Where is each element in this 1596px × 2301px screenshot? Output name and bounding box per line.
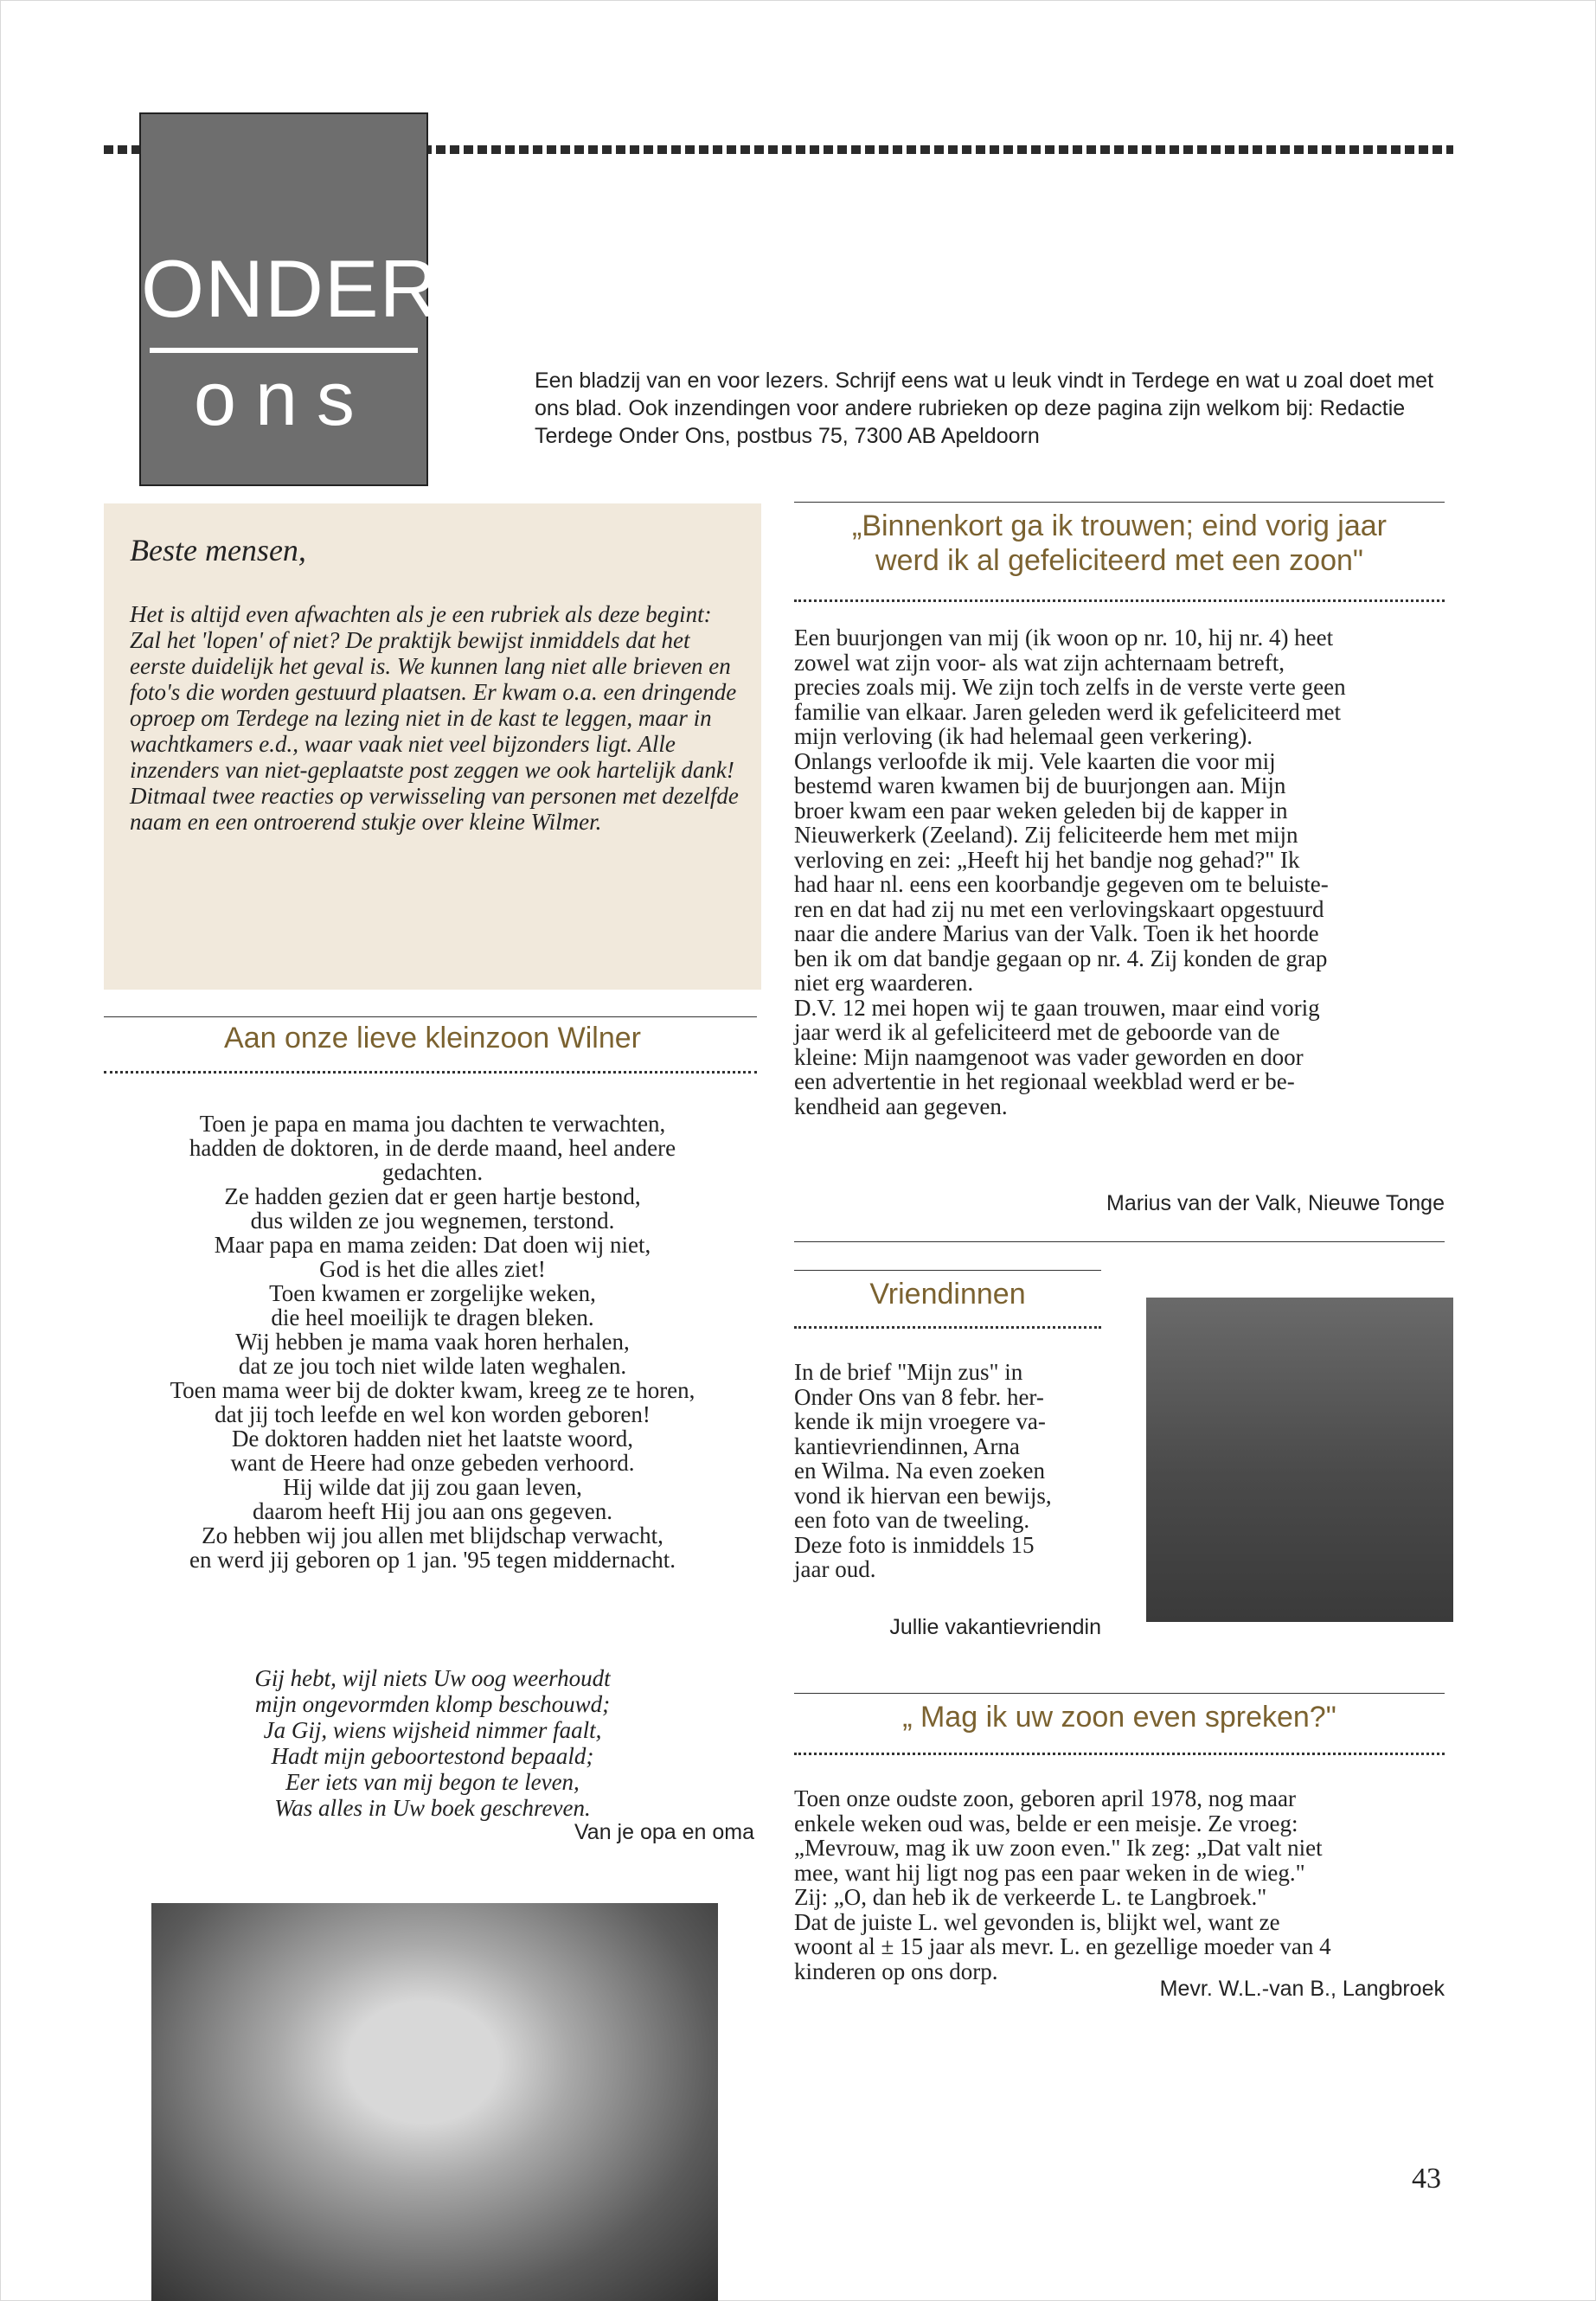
baby-photo [151,1903,718,2301]
article3-line: Zij: „O, dan heb ik de verkeerde L. te Langbroek." [794,1884,1267,1910]
poem-line: Toen mama weer bij de dokter kwam, kreeg ze te horen, [170,1377,695,1403]
article1-title [794,509,1445,578]
poem-title-rule [104,1016,757,1017]
article1-line: naar die andere Marius van der Valk. Toen ik het hoorde [794,920,1319,946]
psalm-line: Was alles in Uw boek geschreven. [274,1795,591,1821]
article2-title-dots [794,1326,1101,1329]
article1-line: D.V. 12 mei hopen wij te gaan trouwen, maar eind vorig [794,994,1320,1021]
article3-title-dots [794,1753,1445,1755]
article1-line: verloving en zei: „Heeft hij het bandje nog gehad?" Ik [794,846,1300,873]
article1-line: kendheid aan gegeven. [794,1093,1008,1119]
article1-signature: Marius van der Valk, Nieuwe Tonge [1106,1191,1445,1215]
article2-line: jaar oud. [794,1556,876,1582]
poem-line: Maar papa en mama zeiden: Dat doen wij niet, [214,1232,651,1258]
article3-line: enkele weken oud was, belde er een meisje. Ze vroeg: [794,1810,1298,1836]
article1-line: bestemd waren kwamen bij de buurjongen aan. Mijn [794,772,1286,798]
article1-line: familie van elkaar. Jaren geleden werd ik gefeliciteerd met [794,698,1341,725]
article2-title-rule-top [794,1241,1445,1242]
article2-line: In de brief "Mijn zus" in [794,1359,1023,1385]
article1-line: mijn verloving (ik had helemaal geen verkering). [794,723,1253,749]
psalm-line: Ja Gij, wiens wijsheid nimmer faalt, [263,1717,602,1743]
masthead-title-ons: ons [194,356,374,441]
article3-title-rule [794,1693,1445,1694]
psalm-line: Hadt mijn geboortestond bepaald; [271,1743,594,1769]
article2-title-rule [794,1270,1101,1271]
poem-lines [104,1112,761,1572]
article1-line: niet erg waarderen. [794,970,974,996]
poem-line: God is het die alles ziet! [319,1256,546,1282]
article1-title-rule [794,502,1445,503]
poem-line: en werd jij geboren op 1 jan. '95 tegen middernacht. [189,1547,676,1573]
letter-greeting: Beste mensen, [130,533,306,567]
poem-line: dus wilden ze jou wegnemen, terstond. [250,1208,615,1234]
article2-title: Vriendinnen [869,1278,1026,1311]
article1-line: een advertentie in het regionaal weekblad werd er be- [794,1068,1295,1094]
poem-line: want de Heere had onze gebeden verhoord. [230,1450,635,1476]
letter-paragraph: Ditmaal twee reacties op verwisseling van personen met dezelfde naam en een ontroerend stukje over kleine Wilmer. [130,783,739,835]
article2-body [794,1360,1140,1582]
article3-line: „Mevrouw, mag ik uw zoon even." Ik zeg: „Dat valt niet [794,1835,1323,1861]
poem-line: Toen je papa en mama jou dachten te verwachten, [199,1111,666,1137]
poem-line: die heel moeilijk te dragen bleken. [271,1304,594,1330]
letter-paragraph: Het is altijd even afwachten als je een rubriek als deze begint: Zal het 'lopen' of niet? De praktijk bewijst inmiddels dat het eerste duidelijk het geval is. We kunnen lang niet alle brieven en foto's die worden gestuurd plaatsen. Er kwam o.a. een dringende oproep om Terdege na lezing niet in de kast te leggen, maar in wachtkamers e.d., waar vaak niet veel bijzonders ligt. Alle inzenders van niet-geplaatste post zeggen we ook hartelijk dank! [130,601,737,783]
twins-photo [1146,1298,1453,1622]
article2-line: Onder Ons van 8 febr. her- [794,1383,1044,1410]
poem-title-dots [104,1071,757,1074]
article2-line: Deze foto is inmiddels 15 [794,1531,1035,1558]
psalm-line: Eer iets van mij begon te leven, [285,1769,580,1795]
article1-line: ren en dat had zij nu met een verlovingskaart opgestuurd [794,895,1324,922]
poem-line: dat ze jou toch niet wilde laten weghalen. [238,1353,627,1379]
article1-title-dots [794,599,1445,602]
intro-text: Een bladzij van en voor lezers. Schrijf eens wat u leuk vindt in Terdege en wat u zoal doet met ons blad. Ook inzendingen voor andere rubrieken op deze pagina zijn welkom bij: Redactie Terdege Onder Ons, postbus 75, 7300 AB Apeldoorn [535,369,1434,448]
masthead [139,112,439,486]
poem-line: De doktoren hadden niet het laatste woord, [231,1426,634,1452]
poem-title: Aan onze lieve kleinzoon Wilner [224,1022,641,1054]
psalm-line: mijn ongevormden klomp beschouwd; [254,1691,611,1717]
article1-title-line1: „Binnenkort ga ik trouwen; eind vorig jaar [852,510,1387,542]
article2-line: kende ik mijn vroegere va- [794,1408,1046,1434]
letter-body [130,601,748,835]
article3-line: kinderen op ons dorp. [794,1958,998,1984]
page-number: 43 [1412,2163,1441,2195]
article1-body [794,625,1452,1118]
poem-line: Zo hebben wij jou allen met blijdschap verwacht, [202,1522,663,1548]
article3-signature: Mevr. W.L.-van B., Langbroek [1159,1977,1445,2001]
masthead-rule [150,348,418,353]
poem-line: Toen kwamen er zorgelijke weken, [269,1280,596,1306]
article1-line: zowel wat zijn voor- als wat zijn achternaam betreft, [794,649,1285,676]
poem-line: Hij wilde dat jij zou gaan leven, [283,1474,582,1500]
article3-line: Toen onze oudste zoon, geboren april 1978, nog maar [794,1785,1296,1811]
poem-line: gedachten. [381,1159,484,1185]
poem-line: Wij hebben je mama vaak horen herhalen, [235,1329,630,1355]
article1-line: kleine: Mijn naamgenoot was vader geworden en door [794,1043,1304,1070]
article3-line: woont al ± 15 jaar als mevr. L. en gezellige moeder van 4 [794,1933,1331,1959]
article1-line: precies zoals mij. We zijn toch zelfs in de verste verte geen [794,674,1346,700]
masthead-title-onder: ONDER [141,243,439,334]
psalm-line: Gij hebt, wijl niets Uw oog weerhoudt [254,1665,611,1691]
article2-line: kantievriendinnen, Arna [794,1433,1020,1459]
article2-line: een foto van de tweeling. [794,1507,1030,1533]
article1-line: Een buurjongen van mij (ik woon op nr. 10, hij nr. 4) heet [794,625,1334,651]
article2-line: en Wilma. Na even zoeken [794,1458,1046,1484]
article1-line: had haar nl. eens een koorbandje gegeven om te beluiste- [794,871,1329,897]
article2-line: vond ik hiervan een bewijs, [794,1482,1052,1509]
article1-line: ben ik om dat bandje gegaan op nr. 4. Zij konden de grap [794,945,1328,971]
article3-line: Dat de juiste L. wel gevonden is, blijkt wel, want ze [794,1908,1280,1935]
article1-line: jaar werd ik al gefeliciteerd met de geboorde van de [794,1019,1280,1045]
article3-line: mee, want hij ligt nog pas een paar weken in de wieg." [794,1859,1305,1886]
poem-line: hadden de doktoren, in de derde maand, heel andere [189,1135,676,1161]
article1-line: Nieuwerkerk (Zeeland). Zij feliciteerde hem met mijn [794,822,1298,848]
article2-signature: Jullie vakantievriendin [889,1615,1101,1639]
poem-line: daarom heeft Hij jou aan ons gegeven. [252,1498,613,1524]
article1-line: broer kwam een paar weken geleden bij de kapper in [794,797,1288,824]
article1-title-line2: werd ik al gefeliciteerd met een zoon" [875,544,1363,577]
article1-line: Onlangs verloofde ik mij. Vele kaarten die voor mij [794,747,1276,774]
article3-body [794,1786,1452,1984]
psalm-lines [104,1665,761,1821]
poem-line: Ze hadden gezien dat er geen hartje bestond, [224,1183,641,1209]
article3-title: „ Mag ik uw zoon even spreken?" [902,1701,1336,1734]
poem-line: dat jij toch leefde en wel kon worden geboren! [215,1401,651,1427]
poem-signature: Van je opa en oma [574,1820,754,1844]
